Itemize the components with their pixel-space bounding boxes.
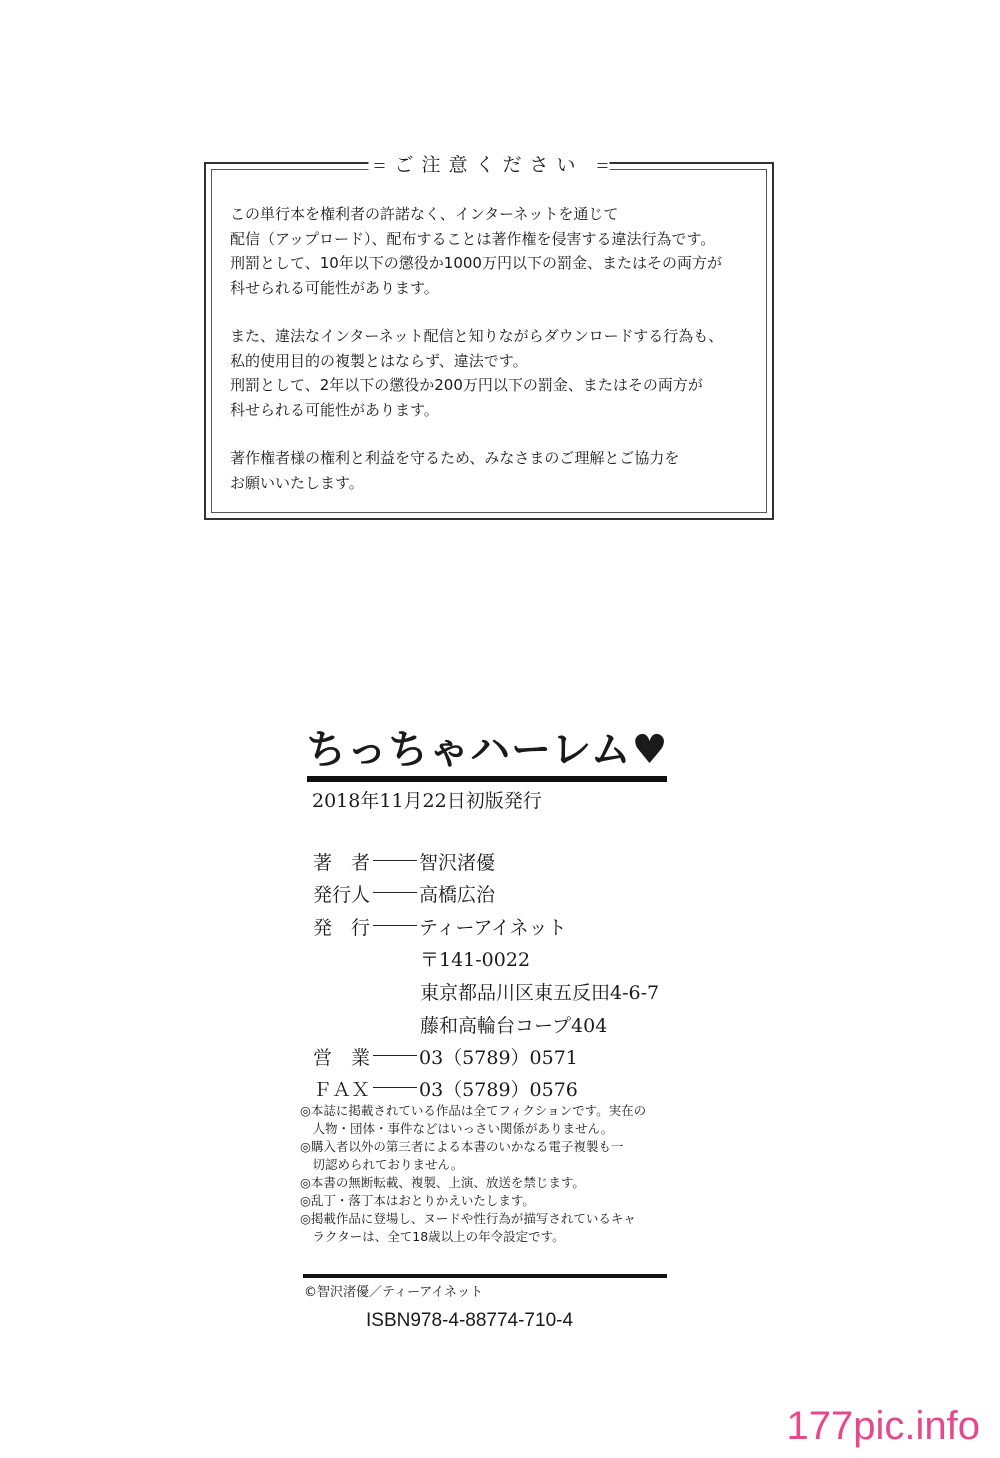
notice-line: 私的使用目的の複製とはならず、違法です。 [230, 351, 528, 370]
note-line: ◎本書の無断転載、複製、上演、放送を禁じます。 [300, 1175, 585, 1190]
notice-paragraph [230, 446, 758, 495]
watermark: 177pic.info [786, 1404, 980, 1448]
sales-label: 営 業 [313, 1047, 371, 1069]
author-row [313, 848, 495, 875]
notice-line: この単行本を権利者の許諾なく、インターネットを通じて [230, 205, 619, 223]
note-line: ◎乱丁・落丁本はおとりかえいたします。 [300, 1193, 535, 1208]
notice-paragraph [230, 202, 758, 300]
notes-rule [303, 1274, 667, 1278]
dash-rule [373, 1055, 417, 1056]
fax-label: ＦＡＸ [313, 1079, 371, 1101]
dash-rule [373, 892, 417, 893]
note-line: ラクターは、全て18歳以上の年令設定です。 [300, 1229, 565, 1244]
notice-line: お願いいたします。 [230, 473, 364, 492]
notice-box [204, 154, 774, 520]
notice-line: また、違法なインターネット配信と知りながらダウンロードする行為も、 [230, 327, 724, 345]
notice-body [230, 202, 758, 519]
dash-rule [373, 1087, 417, 1088]
note-line: ◎本誌に掲載されている作品は全てフィクションです。実在の [300, 1103, 647, 1118]
isbn: ISBN978-4-88774-710-4 [366, 1310, 574, 1331]
publisher-name: ティーアイネット [419, 917, 567, 939]
fax-number: 03（5789）0576 [419, 1079, 578, 1101]
title-rule [307, 776, 667, 782]
publisher-person-label: 発行人 [313, 884, 371, 906]
dash-rule [373, 860, 417, 861]
notice-title: ご注意ください [368, 150, 609, 177]
notice-line: 刑罰として、2年以下の懲役か200万円以下の罰金、またはその両方が [230, 376, 703, 394]
publisher-label: 発 行 [313, 917, 371, 939]
publisher-person-row [313, 880, 495, 907]
notice-line: 科せられる可能性があります。 [230, 278, 439, 297]
author-name: 智沢渚優 [419, 852, 496, 874]
publication-date: 2018年11月22日初版発行 [312, 790, 542, 812]
publisher-person-name: 高橋広治 [419, 884, 496, 906]
note-line: 人物・団体・事件などはいっさい関係がありません。 [300, 1121, 614, 1136]
notice-line: 配信（アップロード）、配布することは著作権を侵害する違法行為です。 [230, 229, 716, 248]
notice-paragraph [230, 324, 758, 422]
book-title: ちっちゃハーレム♥ [306, 726, 669, 773]
note-line: ◎掲載作品に登場し、ヌードや性行為が描写されているキャ [300, 1211, 636, 1226]
postal-code: 〒141-0022 [420, 949, 531, 971]
notice-line: 著作権者様の権利と利益を守るため、みなさまのご理解とご協力を [230, 449, 680, 467]
sales-phone: 03（5789）0571 [419, 1047, 578, 1069]
address-line-1: 東京都品川区東五反田4-6-7 [420, 982, 660, 1004]
author-label: 著 者 [313, 852, 371, 874]
note-line: 切認められておりません。 [300, 1157, 464, 1172]
sales-row [313, 1043, 578, 1070]
dash-rule [373, 925, 417, 926]
fax-row [313, 1075, 578, 1102]
legal-notes [300, 1102, 646, 1246]
address-line-2: 藤和高輪台コープ404 [420, 1015, 608, 1037]
publisher-row [313, 913, 567, 940]
note-line: ◎購入者以外の第三者による本書のいかなる電子複製も一 [300, 1139, 624, 1154]
notice-line: 刑罰として、10年以下の懲役か1000万円以下の罰金、またはその両方が [230, 254, 722, 272]
copyright: ©智沢渚優／ティーアイネット [304, 1285, 484, 1300]
notice-line: 科せられる可能性があります。 [230, 400, 439, 419]
